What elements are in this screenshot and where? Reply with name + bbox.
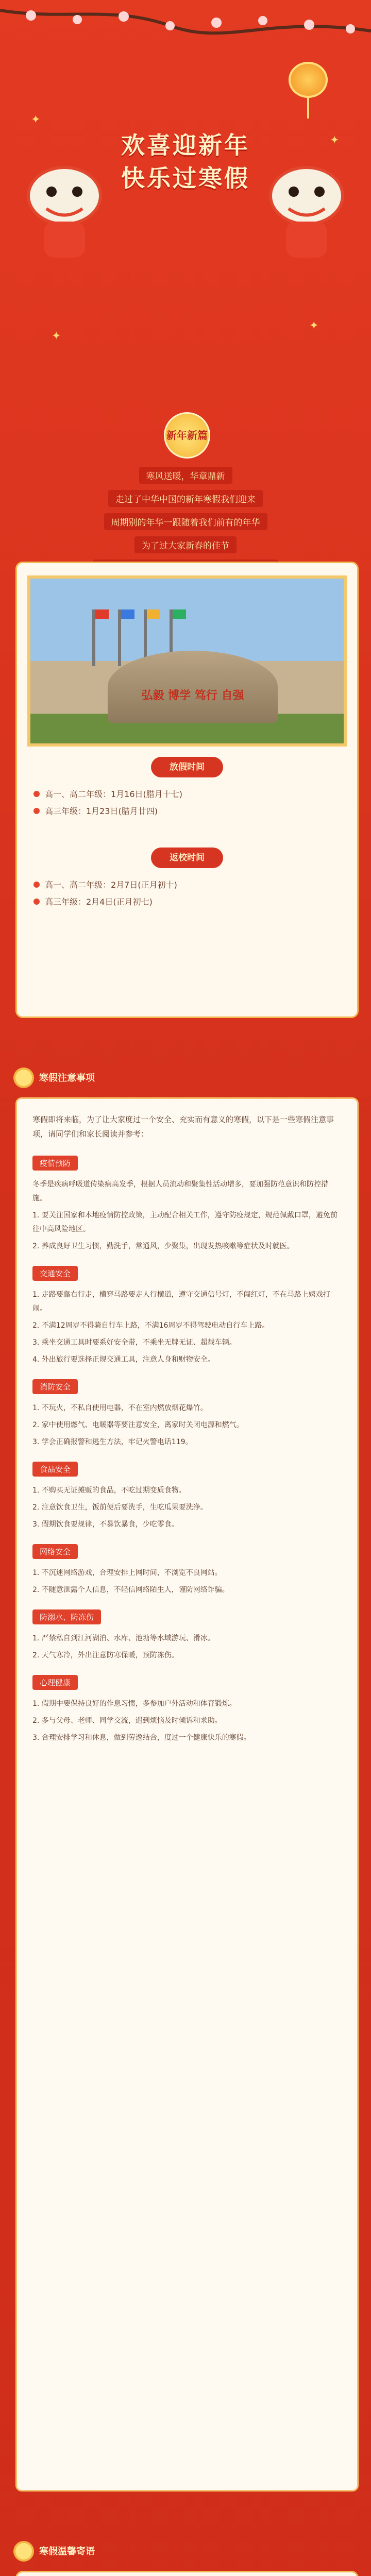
return-date-text: 高三年级：2月4日(正月初七) <box>45 897 153 907</box>
notice-paragraph: 冬季是疾病呼吸道传染病高发季，根据人员流动和聚集性活动增多，要加强防范意识和防控措施。 <box>32 1180 328 1202</box>
flag-icon <box>118 609 121 666</box>
return-date-text: 高一、高二年级：2月7日(正月初十) <box>45 880 177 890</box>
notice-paragraph: 3. 乘坐交通工具时要系好安全带，不乘坐无牌无证、超载车辆。 <box>32 1338 237 1347</box>
notice-subtitle: 交通安全 <box>32 1266 78 1281</box>
notice-subtitle: 食品安全 <box>32 1462 78 1477</box>
wishes-card <box>15 2571 359 2576</box>
wish-item <box>17 2572 357 2576</box>
notice-paragraph: 4. 外出旅行要选择正规交通工具，注意人身和财物安全。 <box>32 1355 215 1364</box>
holiday-date-text: 高三年级：1月23日(腊月廿四) <box>45 806 158 816</box>
notice-paragraph: 3. 假期饮食要规律，不暴饮暴食，少吃零食。 <box>32 1520 179 1529</box>
notice-paragraph: 1. 假期中要保持良好的作息习惯，多参加户外活动和体育锻炼。 <box>32 1700 237 1708</box>
notice-paragraph: 3. 合理安排学习和休息，做到劳逸结合，度过一个健康快乐的寒假。 <box>32 1734 251 1742</box>
plum-branch-icon <box>0 0 371 72</box>
notice-paragraph: 2. 不满12周岁不得骑自行车上路，不满16周岁不得驾驶电动自行车上路。 <box>32 1321 269 1330</box>
lion-dance-icon <box>21 160 108 263</box>
notice-intro: 寒假即将来临，为了让大家度过一个安全、充实而有意义的寒假，以下是一些寒假注意事项，请同学们和家长阅读并参考： <box>32 1115 334 1139</box>
notice-paragraph: 1. 严禁私自到江河湖泊、水库、池塘等水域游玩、滑冰。 <box>32 1634 215 1642</box>
notice-block-network <box>17 1535 357 1597</box>
notice-block-mental <box>17 1666 357 1745</box>
notice-paragraph: 2. 养成良好卫生习惯，勤洗手，常通风，少聚集，出现发热咳嗽等症状及时就医。 <box>32 1242 294 1250</box>
hero-banner <box>0 0 371 551</box>
greeting-line: 走过了中华中国的新年寒假我们迎来 <box>108 490 263 507</box>
notice-paragraph: 3. 学会正确报警和逃生方法，牢记火警电话119。 <box>32 1438 193 1446</box>
notice-paragraph: 1. 不购买无证摊贩的食品，不吃过期变质食物。 <box>32 1486 186 1495</box>
section-title: 寒假温馨寄语 <box>39 2546 95 2557</box>
notice-block-traffic <box>17 1257 357 1367</box>
notice-paragraph: 1. 走路要靠右行走，横穿马路要走人行横道，遵守交通信号灯，不闯红灯，不在马路上嬉戏打闹。 <box>32 1291 330 1313</box>
lantern-icon <box>289 62 328 98</box>
notice-paragraph: 2. 家中使用燃气、电暖器等要注意安全，离家时关闭电源和燃气。 <box>32 1421 244 1429</box>
bullet-dot-icon <box>33 899 40 905</box>
school-motto: 弘毅 博学 笃行 自强 <box>141 689 244 702</box>
holiday-date-text: 高一、高二年级：1月16日(腊月十七) <box>45 789 183 799</box>
title-line-1: 欢喜迎新年 <box>121 131 250 159</box>
notice-paragraph: 2. 注意饮食卫生，饭前便后要洗手，生吃瓜果要洗净。 <box>32 1503 208 1512</box>
notice-subtitle: 消防安全 <box>32 1379 78 1394</box>
bullet-dot-icon <box>33 808 40 814</box>
notice-paragraph: 1. 要关注国家和本地疫情防控政策，主动配合相关工作，遵守防疫规定，规范佩戴口罩，避免前往中高风险地区。 <box>32 1211 338 1233</box>
notice-card <box>15 1097 359 2492</box>
return-date-line <box>33 878 341 890</box>
holiday-date-line <box>33 788 341 800</box>
notice-subtitle: 疫情预防 <box>32 1156 78 1171</box>
bullet-dot-icon <box>33 882 40 888</box>
schedule-card <box>15 562 359 1018</box>
lion-dance-icon <box>263 160 350 263</box>
sparkle-icon: ✦ <box>309 319 319 332</box>
section-title: 寒假注意事项 <box>39 1073 95 1083</box>
return-date-line <box>33 895 341 907</box>
notice-paragraph: 2. 天气寒冷，外出注意防寒保暖，预防冻伤。 <box>32 1651 179 1659</box>
notice-paragraph: 1. 不玩火，不私自使用电器，不在室内燃放烟花爆竹。 <box>32 1404 208 1412</box>
notice-section-header <box>15 1066 356 1089</box>
notice-subtitle: 防溺水、防冻伤 <box>32 1609 101 1624</box>
flag-icon <box>92 609 95 666</box>
school-photo <box>27 575 347 747</box>
notice-paragraph: 1. 不沉迷网络游戏，合理安排上网时间，不浏览不良网站。 <box>32 1569 222 1577</box>
notice-block-water <box>17 1600 357 1663</box>
lantern-dot-icon <box>15 1070 32 1086</box>
notice-block-food <box>17 1452 357 1532</box>
sparkle-icon: ✦ <box>52 330 61 343</box>
notice-paragraph: 2. 不随意泄露个人信息，不轻信网络陌生人，谨防网络诈骗。 <box>32 1586 229 1594</box>
bullet-dot-icon <box>33 791 40 797</box>
greeting-line: 为了过大家新春的佳节 <box>134 536 237 553</box>
notice-subtitle: 网络安全 <box>32 1544 78 1559</box>
notice-paragraph: 2. 多与父母、老师、同学交流，遇到烦恼及时倾诉和求助。 <box>32 1717 222 1725</box>
notice-block-epidemic <box>17 1146 357 1253</box>
notice-block-fire <box>17 1370 357 1449</box>
wishes-section-header <box>15 2540 356 2563</box>
greeting-line: 寒风送暖，华章鼎新 <box>139 467 232 484</box>
holiday-label: 放假时间 <box>151 757 223 777</box>
notice-subtitle: 心理健康 <box>32 1675 78 1690</box>
sparkle-icon: ✦ <box>330 134 340 147</box>
new-year-badge: 新年新篇 <box>164 412 210 459</box>
sparkle-icon: ✦ <box>31 113 41 126</box>
return-label: 返校时间 <box>151 848 223 868</box>
title-line-2: 快乐过寒假 <box>121 164 250 192</box>
greeting-line: 周期别的年华一跟随着我们前有的年华 <box>104 513 267 530</box>
lantern-dot-icon <box>15 2543 32 2560</box>
holiday-date-line <box>33 805 341 817</box>
